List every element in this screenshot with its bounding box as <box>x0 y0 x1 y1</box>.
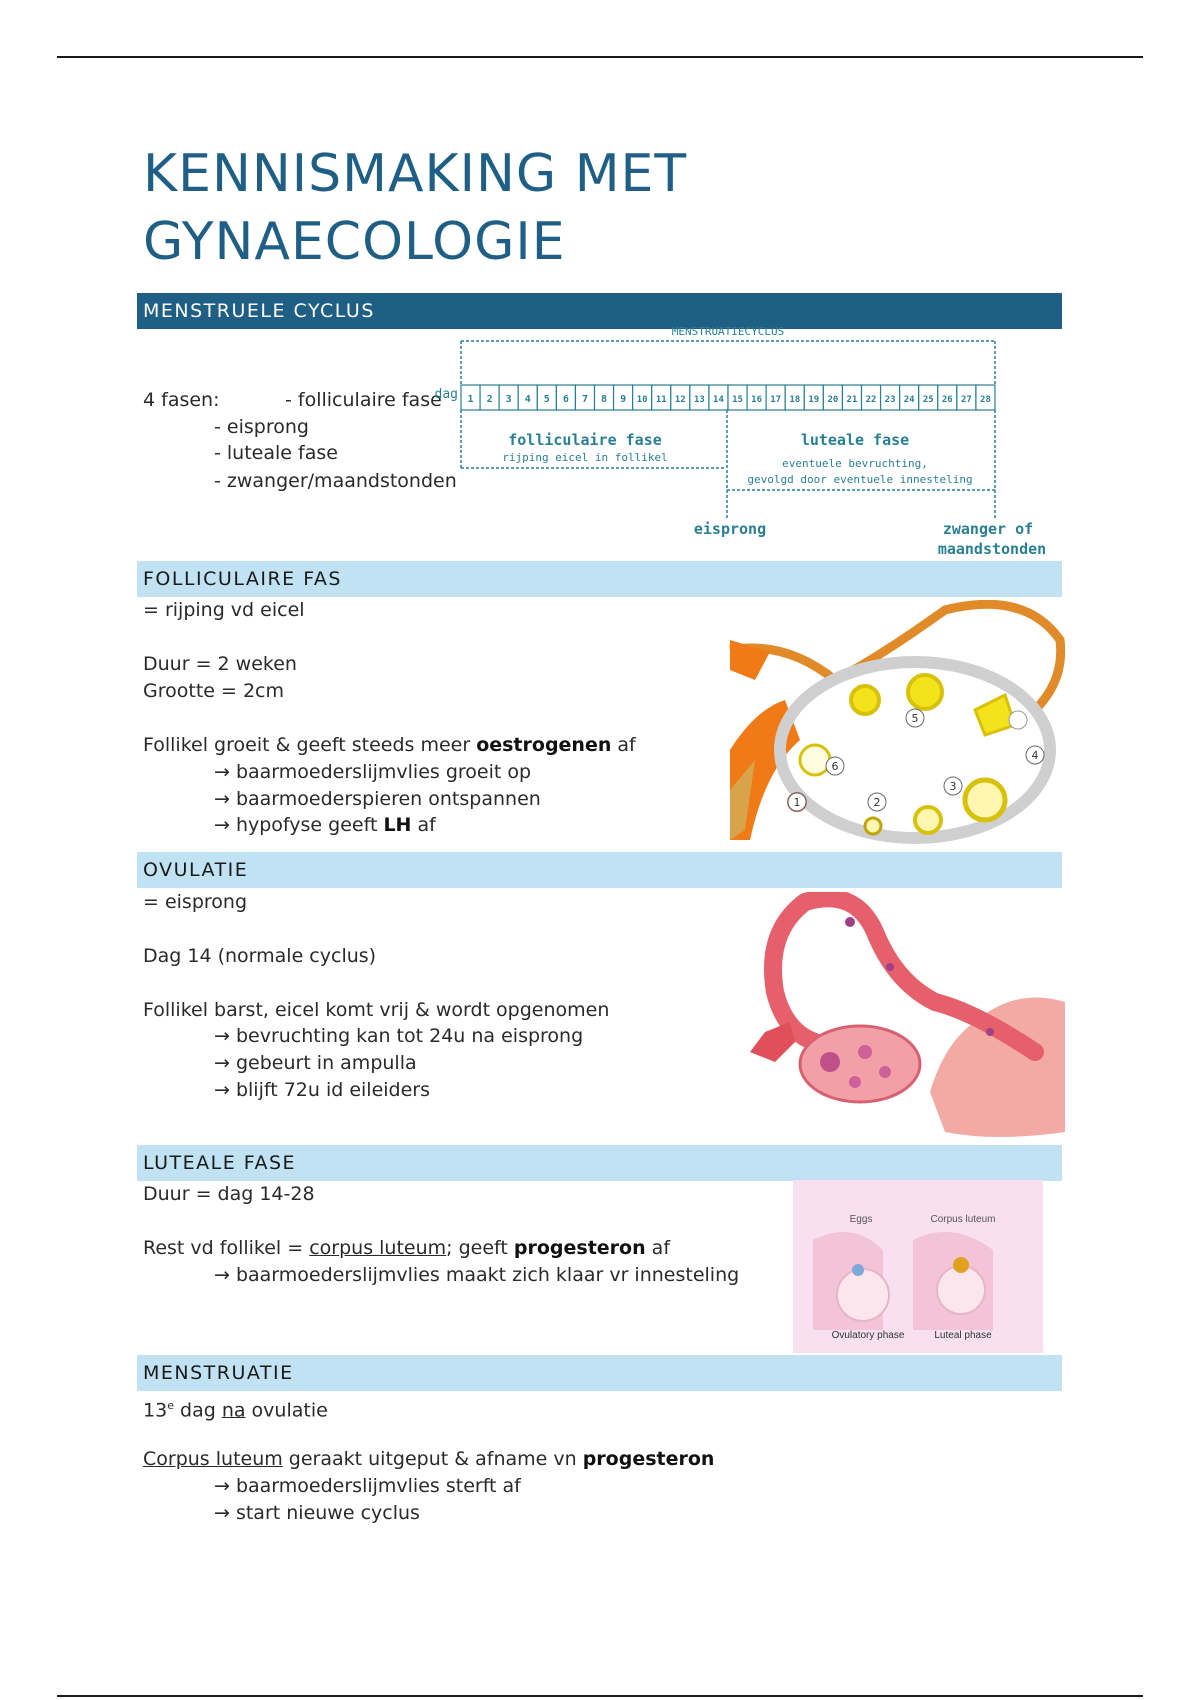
day-number: 24 <box>903 395 915 405</box>
menstruatie-arrow: → start nieuwe cyclus <box>214 1502 420 1524</box>
ovulatie-def: = eisprong <box>143 891 248 913</box>
maandstonden-label: maandstonden <box>937 540 1047 558</box>
progesteron-bold: progesteron <box>582 1448 715 1470</box>
fig-ovulatory-label: Ovulatory phase <box>831 1330 905 1341</box>
follic-groei: Follikel groeit & geeft steeds meer oestrogenen af <box>143 734 636 756</box>
diagram-top-label: MENSTRUATIECYCLUS <box>671 325 785 338</box>
luteaal-arrow: → baarmoederslijmvlies maakt zich klaar vr innesteling <box>214 1264 740 1286</box>
day-number: 12 <box>674 395 686 405</box>
top-rule <box>57 56 1143 58</box>
day-number: 4 <box>524 394 531 405</box>
figure-number: 4 <box>1031 749 1039 762</box>
day-number: 1 <box>467 394 474 405</box>
folliculaire-sub: rijping eicel in follikel <box>502 451 668 464</box>
progesteron-bold: progesteron <box>513 1237 646 1259</box>
follic-def: = rijping vd eicel <box>143 599 305 621</box>
day-number: 20 <box>827 395 839 405</box>
section-heading-follic: FOLLICULAIRE FAS <box>137 561 1062 597</box>
figure-number: 6 <box>831 760 839 773</box>
folliculaire-label: folliculaire fase <box>508 431 662 449</box>
ovulatie-dag: Dag 14 (normale cyclus) <box>143 945 377 967</box>
figure-number: 5 <box>911 712 919 725</box>
ovary-cycle-figure <box>725 600 1065 850</box>
day-number: 8 <box>601 394 608 405</box>
follic-duur: Duur = 2 weken <box>143 653 297 675</box>
day-number: 25 <box>922 395 934 405</box>
corpus-luteum-underline: corpus luteum <box>309 1237 447 1259</box>
fig-luteal-label: Luteal phase <box>934 1330 992 1341</box>
bottom-rule <box>57 1695 1143 1697</box>
ovulatie-arrow: → bevruchting kan tot 24u na eisprong <box>214 1025 584 1047</box>
section-heading-cyclus: MENSTRUELE CYCLUS <box>137 293 1062 329</box>
fig-corpus-label: Corpus luteum <box>930 1214 996 1225</box>
day-number: 13 <box>693 395 705 405</box>
ovary-phase-figure <box>793 1180 1043 1353</box>
section-heading-ovulatie: OVULATIE <box>137 852 1062 888</box>
cyclus-item: - luteale fase <box>214 442 338 464</box>
fig-eggs-label: Eggs <box>849 1214 873 1225</box>
cyclus-item: - folliculaire fase <box>285 389 442 411</box>
figure-number: 3 <box>949 780 957 793</box>
day-number: 22 <box>865 395 877 405</box>
corpus-luteum-underline: Corpus luteum <box>143 1448 283 1470</box>
section-heading-luteaal: LUTEALE FASE <box>137 1145 1062 1181</box>
ovulatie-arrow: → gebeurt in ampulla <box>214 1052 417 1074</box>
follic-arrow: → baarmoederspieren ontspannen <box>214 788 541 810</box>
cyclus-item: - zwanger/maandstonden <box>214 470 457 492</box>
day-number: 5 <box>543 394 550 405</box>
zwanger-label: zwanger of <box>942 520 1034 538</box>
luteale-sub1: eventuele bevruchting, <box>782 457 928 470</box>
day-number: 15 <box>732 395 743 405</box>
menstruatie-dag: 13e dag na ovulatie <box>143 1399 328 1422</box>
day-number: 27 <box>960 395 972 405</box>
luteale-sub2: gevolgd door eventuele innesteling <box>747 473 973 486</box>
follic-arrow: → baarmoederslijmvlies groeit op <box>214 761 532 783</box>
day-number: 19 <box>808 395 820 405</box>
page-title: KENNISMAKING MET GYNAECOLOGIE <box>143 144 688 272</box>
day-number: 6 <box>562 394 569 405</box>
day-number: 18 <box>789 395 801 405</box>
day-number: 21 <box>846 395 858 405</box>
section-heading-menstruatie: MENSTRUATIE <box>137 1355 1062 1391</box>
day-number: 28 <box>980 395 991 405</box>
cyclus-lead: 4 fasen: <box>143 389 220 411</box>
menstruatie-corpus: Corpus luteum geraakt uitgeput & afname vn progesteron <box>143 1448 715 1470</box>
figure-number: 2 <box>873 796 881 809</box>
eisprong-label: eisprong <box>693 520 767 538</box>
luteale-label: luteale fase <box>800 431 910 449</box>
day-number: 23 <box>884 395 896 405</box>
oestrogenen-bold: oestrogenen <box>476 734 612 756</box>
day-number: 16 <box>751 395 763 405</box>
day-number: 2 <box>486 394 493 405</box>
ovulatie-arrow: → blijft 72u id eileiders <box>214 1079 431 1101</box>
ovulatie-barst: Follikel barst, eicel komt vrij & wordt opgenomen <box>143 999 610 1021</box>
luteaal-duur: Duur = dag 14-28 <box>143 1183 315 1205</box>
lh-bold: LH <box>383 814 412 836</box>
menstruatie-arrow: → baarmoederslijmvlies sterft af <box>214 1475 521 1497</box>
fallopian-tube-figure <box>735 892 1065 1142</box>
day-number: 7 <box>581 394 588 405</box>
figure-number: 1 <box>793 796 801 809</box>
follic-arrow: → hypofyse geeft LH af <box>214 814 436 836</box>
day-cells <box>461 385 995 410</box>
day-number: 9 <box>620 394 627 405</box>
day-number: 14 <box>713 395 724 405</box>
luteaal-rest: Rest vd follikel = corpus luteum; geeft progesteron af <box>143 1237 671 1259</box>
follic-grootte: Grootte = 2cm <box>143 680 284 702</box>
day-number: 11 <box>655 395 667 405</box>
day-number: 3 <box>505 394 512 405</box>
day-number: 26 <box>941 395 953 405</box>
cycle-diagram <box>420 325 1070 560</box>
na-underline: na <box>221 1399 246 1422</box>
dag-label: dag <box>434 387 458 402</box>
day-number: 10 <box>636 395 648 405</box>
day-number: 17 <box>770 395 782 405</box>
cyclus-item: - eisprong <box>214 416 309 438</box>
